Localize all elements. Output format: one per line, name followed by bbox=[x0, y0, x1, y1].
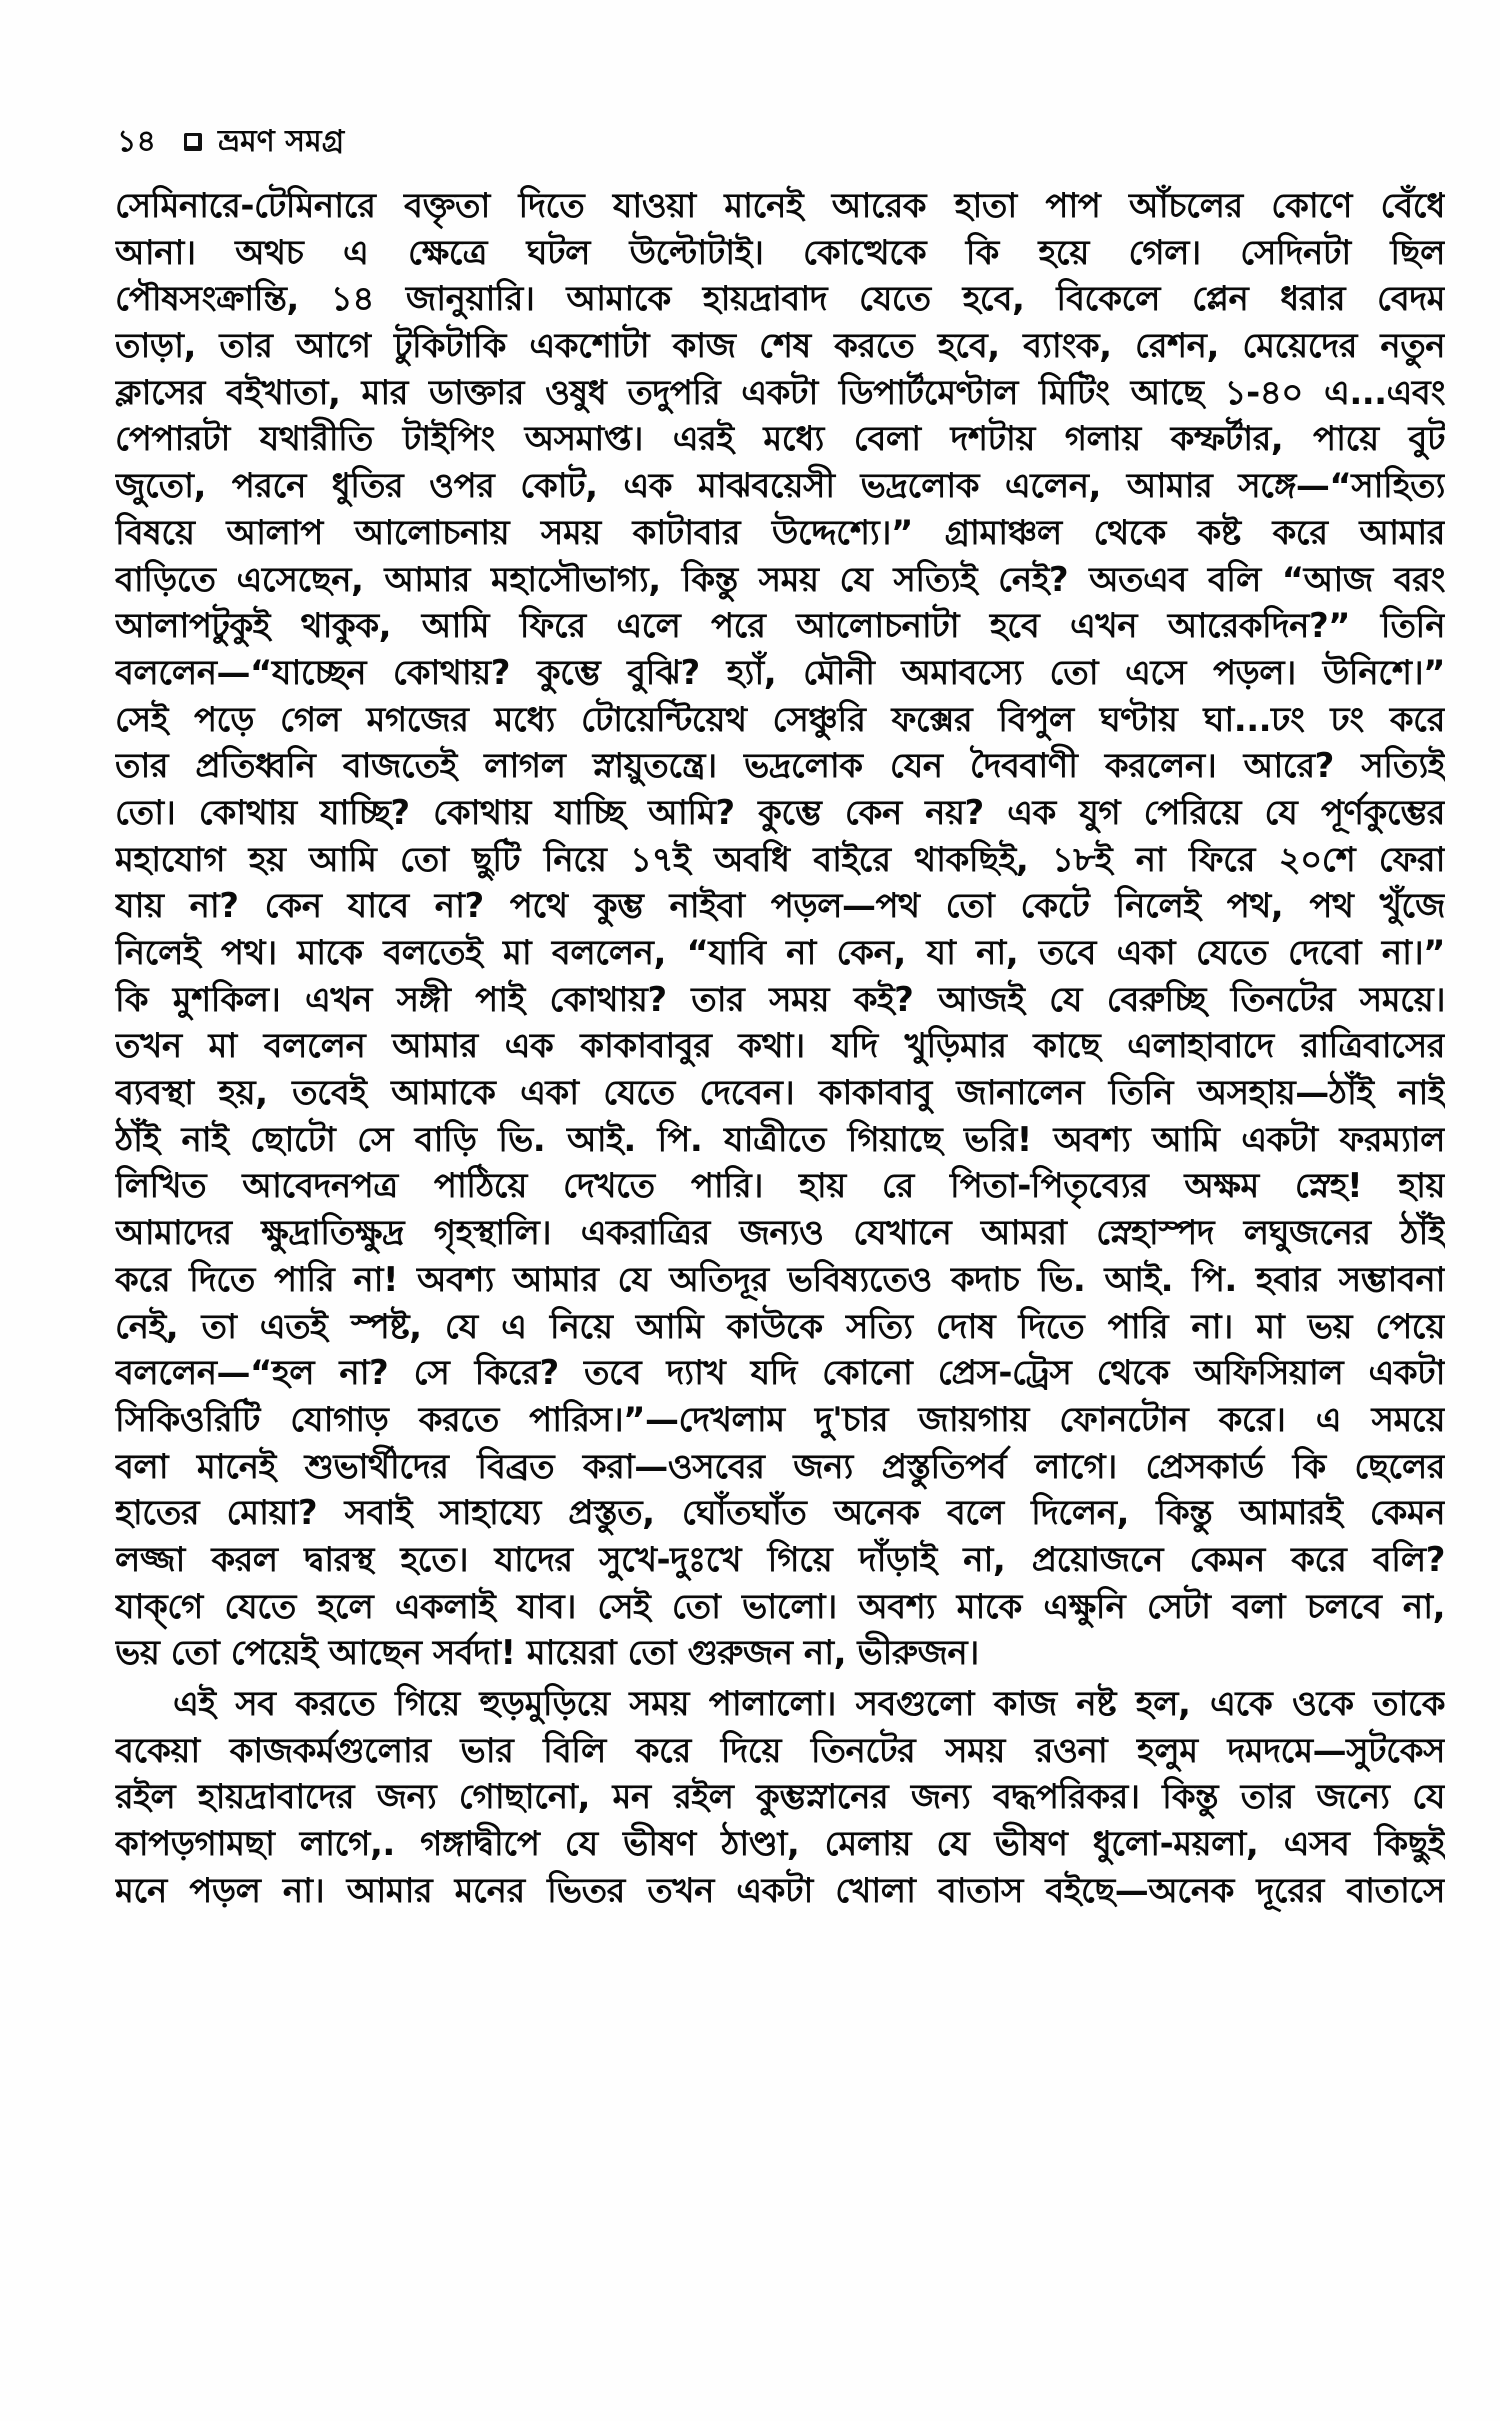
body-text bbox=[115, 183, 1445, 1914]
text-line: নিলেই পথ। মাকে বলতেই মা বললেন, “যাবি না কেন, যা না, তবে একা যেতে দেবো না।” bbox=[115, 933, 1445, 973]
text-line: ব্যবস্থা হয়, তবেই আমাকে একা যেতে দেবেন। কাকাবাবু জানালেন তিনি অসহায়—ঠাঁই নাই bbox=[115, 1073, 1445, 1114]
book-title: ভ্রমণ সমগ্র bbox=[217, 124, 345, 159]
text-line: মনে পড়ল না। আমার মনের ভিতর তখন একটা খোলা বাতাস বইছে—অনেক দূরের বাতাসে bbox=[115, 1870, 1445, 1911]
text-line: তখন মা বললেন আমার এক কাকাবাবুর কথা। যদি খুড়িমার কাছে এলাহাবাদে রাত্রিবাসের bbox=[115, 1026, 1445, 1067]
paragraph bbox=[115, 1681, 1445, 1914]
text-line: বকেয়া কাজকর্মগুলোর ভার বিলি করে দিয়ে তিনটের সময় রওনা হলুম দমদমে—সুটকেস bbox=[115, 1730, 1445, 1771]
text-line: বলা মানেই শুভার্থীদের বিব্রত করা—ওসবের জন্য প্রস্তুতিপর্ব লাগে। প্রেসকার্ড কি ছেলের bbox=[115, 1446, 1445, 1487]
text-line: যায় না? কেন যাবে না? পথে কুম্ভ নাইবা পড়ল—পথ তো কেটে নিলেই পথ, পথ খুঁজে bbox=[115, 886, 1445, 927]
text-line: বললেন—“হল না? সে কিরে? তবে দ্যাখ যদি কোনো প্রেস-ট্রেস থেকে অফিসিয়াল একটা bbox=[115, 1353, 1445, 1394]
text-line: পেপারটা যথারীতি টাইপিং অসমাপ্ত। এরই মধ্যে বেলা দশটায় গলায় কম্ফর্টার, পায়ে বুট bbox=[115, 419, 1445, 460]
text-line: জুতো, পরনে ধুতির ওপর কোট, এক মাঝবয়েসী ভদ্রলোক এলেন, আমার সঙ্গে—“সাহিত্য bbox=[115, 466, 1445, 507]
text-line: নেই, তা এতই স্পষ্ট, যে এ নিয়ে আমি কাউকে সত্যি দোষ দিতে পারি না। মা ভয় পেয়ে bbox=[115, 1306, 1445, 1347]
text-line: বললেন—“যাচ্ছেন কোথায়? কুম্ভে বুঝি? হ্যাঁ, মৌনী অমাবস্যে তো এসে পড়ল। উনিশে।” bbox=[115, 652, 1445, 693]
text-line: সেমিনারে-টেমিনারে বক্তৃতা দিতে যাওয়া মানেই আরেক হাতা পাপ আঁচলের কোণে বেঁধে bbox=[115, 186, 1445, 226]
text-line: মহাযোগ হয় আমি তো ছুটি নিয়ে ১৭ই অবধি বাইরে থাকছিই, ১৮ই না ফিরে ২০শে ফেরা bbox=[115, 839, 1445, 880]
text-line: লিখিত আবেদনপত্র পাঠিয়ে দেখতে পারি। হায় রে পিতা-পিতৃব্যের অক্ষম স্নেহ! হায় bbox=[115, 1166, 1445, 1207]
text-line: তাড়া, তার আগে টুকিটাকি একশোটা কাজ শেষ করতে হবে, ব্যাংক, রেশন, মেয়েদের নতুন bbox=[115, 326, 1445, 367]
text-line: আমাদের ক্ষুদ্রাতিক্ষুদ্র গৃহস্থালি। একরাত্রির জন্যও যেখানে আমরা স্নেহাস্পদ লঘুজনের ঠাঁই bbox=[115, 1213, 1445, 1254]
text-line: ভয় তো পেয়েই আছেন সর্বদা! মায়েরা তো গুরুজন না, ভীরুজন। bbox=[115, 1633, 979, 1674]
text-line: করে দিতে পারি না! অবশ্য আমার যে অতিদূর ভবিষ্যতেও কদাচ ভি. আই. পি. হবার সম্ভাবনা bbox=[115, 1259, 1445, 1300]
text-line: হাতের মোয়া? সবাই সাহায্যে প্রস্তুত, ঘোঁতঘাঁত অনেক বলে দিলেন, কিন্তু আমারই কেমন bbox=[115, 1493, 1445, 1534]
text-line: সেই পড়ে গেল মগজের মধ্যে টোয়েন্টিয়েথ সেঞ্চুরি ফক্সের বিপুল ঘণ্টায় ঘা...ঢং ঢং করে bbox=[115, 699, 1445, 740]
text-line: আনা। অথচ এ ক্ষেত্রে ঘটল উল্টোটাই। কোত্থেকে কি হয়ে গেল। সেদিনটা ছিল bbox=[115, 232, 1445, 273]
text-line: কাপড়গামছা লাগে,. গঙ্গাদ্বীপে যে ভীষণ ঠাণ্ডা, মেলায় যে ভীষণ ধুলো-ময়লা, এসব কিছুই bbox=[115, 1824, 1445, 1865]
text-line: তার প্রতিধ্বনি বাজতেই লাগল স্নায়ুতন্ত্রে। ভদ্রলোক যেন দৈববাণী করলেন। আরে? সত্যিই bbox=[115, 746, 1445, 787]
text-line: বিষয়ে আলাপ আলোচনায় সময় কাটাবার উদ্দেশ্যে।” গ্রামাঞ্চল থেকে কষ্ট করে আমার bbox=[115, 512, 1445, 553]
paragraph bbox=[115, 183, 1445, 1677]
text-line: পৌষসংক্রান্তি, ১৪ জানুয়ারি। আমাকে হায়দ্রাবাদ যেতে হবে, বিকেলে প্লেন ধরার বেদম bbox=[115, 279, 1445, 320]
text-line: এই সব করতে গিয়ে হুড়মুড়িয়ে সময় পালালো। সবগুলো কাজ নষ্ট হল, একে ওকে তাকে bbox=[173, 1684, 1445, 1724]
square-box-icon bbox=[184, 133, 202, 151]
text-line: যাক্‌গে যেতে হলে একলাই যাব। সেই তো ভালো। অবশ্য মাকে এক্ষুনি সেটা বলা চলবে না, bbox=[115, 1586, 1445, 1627]
text-line: বাড়িতে এসেছেন, আমার মহাসৌভাগ্য, কিন্তু সময় যে সত্যিই নেই? অতএব বলি “আজ বরং bbox=[115, 559, 1445, 600]
text-line: তো। কোথায় যাচ্ছি? কোথায় যাচ্ছি আমি? কুম্ভে কেন নয়? এক যুগ পেরিয়ে যে পূর্ণকুম্ভের bbox=[115, 792, 1445, 833]
text-line: রইল হায়দ্রাবাদের জন্য গোছানো, মন রইল কুম্ভস্নানের জন্য বদ্ধপরিকর। কিন্তু তার জন্যে যে bbox=[115, 1777, 1445, 1818]
text-line: সিকিওরিটি যোগাড় করতে পারিস।”—দেখলাম দু'চার জায়গায় ফোনটোন করে। এ সময়ে bbox=[115, 1399, 1445, 1440]
running-head bbox=[117, 122, 344, 162]
text-line: আলাপটুকুই থাকুক, আমি ফিরে এলে পরে আলোচনাটা হবে এখন আরেকদিন?” তিনি bbox=[115, 606, 1445, 647]
text-line: ঠাঁই নাই ছোটো সে বাড়ি ভি. আই. পি. যাত্রীতে গিয়াছে ভরি! অবশ্য আমি একটা ফরম্যাল bbox=[115, 1119, 1445, 1160]
page-number: ১৪ bbox=[117, 124, 156, 159]
text-line: লজ্জা করল দ্বারস্থ হতে। যাদের সুখে-দুঃখে গিয়ে দাঁড়াই না, প্রয়োজনে কেমন করে বলি? bbox=[115, 1539, 1445, 1580]
text-line: ক্লাসের বইখাতা, মার ডাক্তার ওষুধ তদুপরি একটা ডিপার্টমেণ্টাল মিটিং আছে ১-৪০ এ...এবং bbox=[115, 372, 1445, 413]
text-line: কি মুশকিল। এখন সঙ্গী পাই কোথায়? তার সময় কই? আজই যে বেরুচ্ছি তিনটের সময়ে। bbox=[115, 979, 1445, 1020]
